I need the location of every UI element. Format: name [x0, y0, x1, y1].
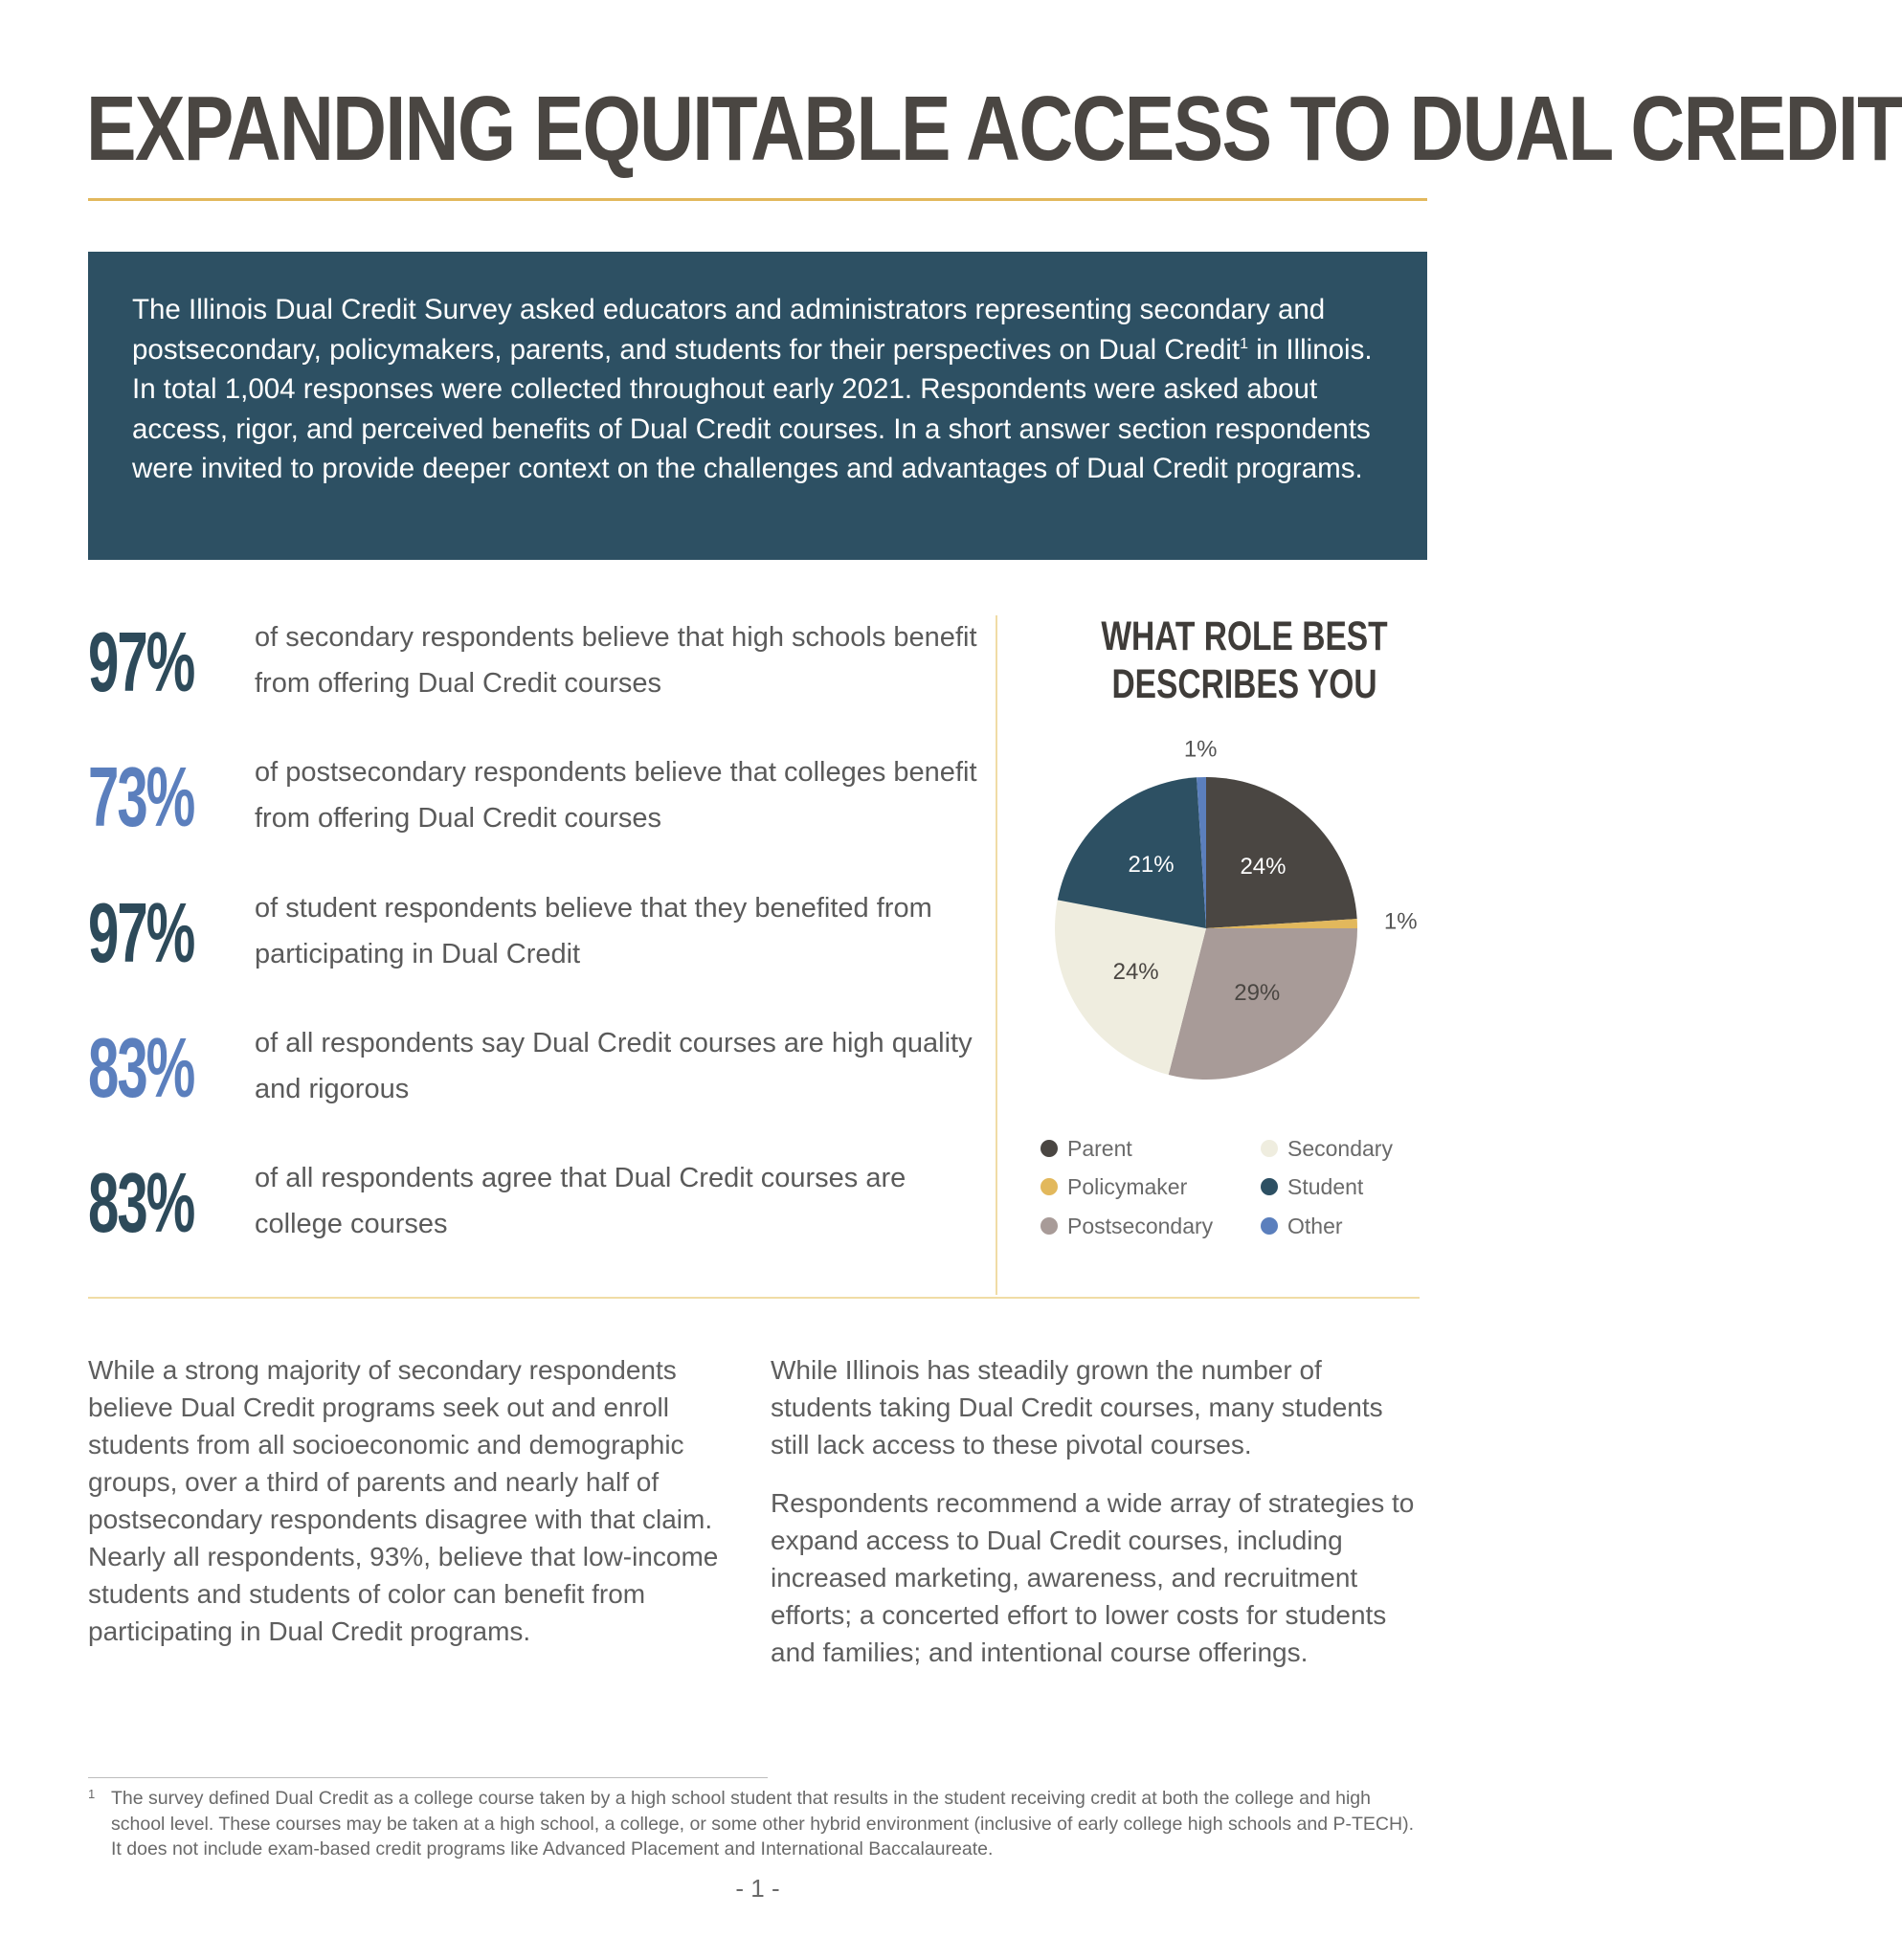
body-left-column [88, 1351, 739, 1671]
legend-label: Postsecondary [1067, 1214, 1214, 1238]
stat-text: of student respondents believe that they benefited from participating in Dual Credit [255, 893, 932, 969]
stat-value: 73% [88, 749, 194, 844]
page-number: - 1 - [735, 1874, 780, 1903]
legend-swatch [1041, 1217, 1058, 1235]
footnote [88, 1786, 1428, 1862]
role-pie-chart [1015, 737, 1474, 1120]
stat-block [88, 749, 988, 855]
stat-value: 97% [88, 885, 194, 980]
pie-data-label: 1% [1183, 736, 1218, 763]
legend-item-secondary [1261, 1134, 1393, 1163]
legend-item-student [1261, 1172, 1363, 1201]
stat-value: 97% [88, 614, 194, 709]
legend-label: Other [1287, 1214, 1343, 1238]
footnote-divider [88, 1777, 768, 1778]
legend-item-other [1261, 1212, 1343, 1240]
pie-data-label: 24% [1112, 958, 1159, 985]
stat-text: of all respondents say Dual Credit courses are high quality and rigorous [255, 1028, 973, 1104]
intro-text [132, 290, 1383, 489]
pie-data-label: 24% [1240, 853, 1287, 880]
legend-item-policymaker [1041, 1172, 1187, 1201]
intro-text-rest: in Illinois. In total 1,004 responses were collected throughout early 2021. Respondents were asked about access, rigor, and perceived benefits of Dual Credit courses. In a short answer section respondents were invited to provide deeper context on the challenges and advantages of Dual Credit programs. [132, 333, 1373, 484]
legend-swatch [1261, 1217, 1278, 1235]
chart-title: WHAT ROLE BEST DESCRIBES YOU [1101, 613, 1388, 707]
footnote-text: The survey defined Dual Credit as a college course taken by a high school student that results in the student receiving credit at both the college and high school level. These courses may be taken at a high school, a college, or some other hybrid environment (inclusive of early college high schools and P-TECH). It does not include exam-based credit programs like Advanced Placement and International Baccalaureate. [111, 1788, 1415, 1860]
legend-item-parent [1041, 1134, 1132, 1163]
legend-label: Student [1287, 1174, 1364, 1199]
legend-label: Parent [1067, 1136, 1132, 1161]
body-right-column [771, 1351, 1421, 1692]
title-divider [88, 198, 1427, 201]
stat-block [88, 1020, 988, 1125]
pie-data-label: 1% [1383, 908, 1418, 935]
stat-text: of all respondents agree that Dual Credit courses are college courses [255, 1163, 906, 1239]
column-divider [996, 615, 997, 1295]
legend-label: Secondary [1287, 1136, 1393, 1161]
intro-box [88, 252, 1427, 560]
page-title: EXPANDING EQUITABLE ACCESS TO DUAL CREDIT [86, 78, 1902, 180]
stat-value: 83% [88, 1020, 194, 1115]
section-divider [88, 1297, 1420, 1299]
stat-text: of postsecondary respondents believe that colleges benefit from offering Dual Credit courses [255, 757, 977, 834]
stat-value: 83% [88, 1155, 194, 1250]
legend-swatch [1261, 1140, 1278, 1157]
stat-text: of secondary respondents believe that high schools benefit from offering Dual Credit courses [255, 622, 977, 699]
legend-label: Policymaker [1067, 1174, 1188, 1199]
stat-block [88, 885, 988, 991]
legend-item-postsecondary [1041, 1212, 1213, 1240]
legend-swatch [1261, 1178, 1278, 1195]
body-paragraph: Respondents recommend a wide array of strategies to expand access to Dual Credit courses, including increased marketing, awareness, and recruitment efforts; a concerted effort to lower costs for students and families; and intentional course offerings. [771, 1488, 1415, 1667]
stat-block [88, 614, 988, 720]
footnote-mark: 1 [88, 1787, 96, 1801]
stat-block [88, 1155, 988, 1260]
legend-swatch [1041, 1178, 1058, 1195]
legend-swatch [1041, 1140, 1058, 1157]
intro-text-main: The Illinois Dual Credit Survey asked educators and administrators representing secondary and postsecondary, policymakers, parents, and students for their perspectives on Dual Credit [132, 294, 1326, 366]
pie-data-label: 21% [1128, 852, 1175, 879]
footnote-ref: 1 [1240, 335, 1248, 352]
body-paragraph: While Illinois has steadily grown the number of students taking Dual Credit courses, many students still lack access to these pivotal courses. [771, 1355, 1383, 1459]
pie-data-label: 29% [1234, 980, 1281, 1007]
body-paragraph: While a strong majority of secondary respondents believe Dual Credit programs seek out and enroll students from all socioeconomic and demographic groups, over a third of parents and nearly half of postsecondary respondents disagree with that claim. Nearly all respondents, 93%, believe that low-income students and students of color can benefit from participating in Dual Credit programs. [88, 1355, 719, 1646]
